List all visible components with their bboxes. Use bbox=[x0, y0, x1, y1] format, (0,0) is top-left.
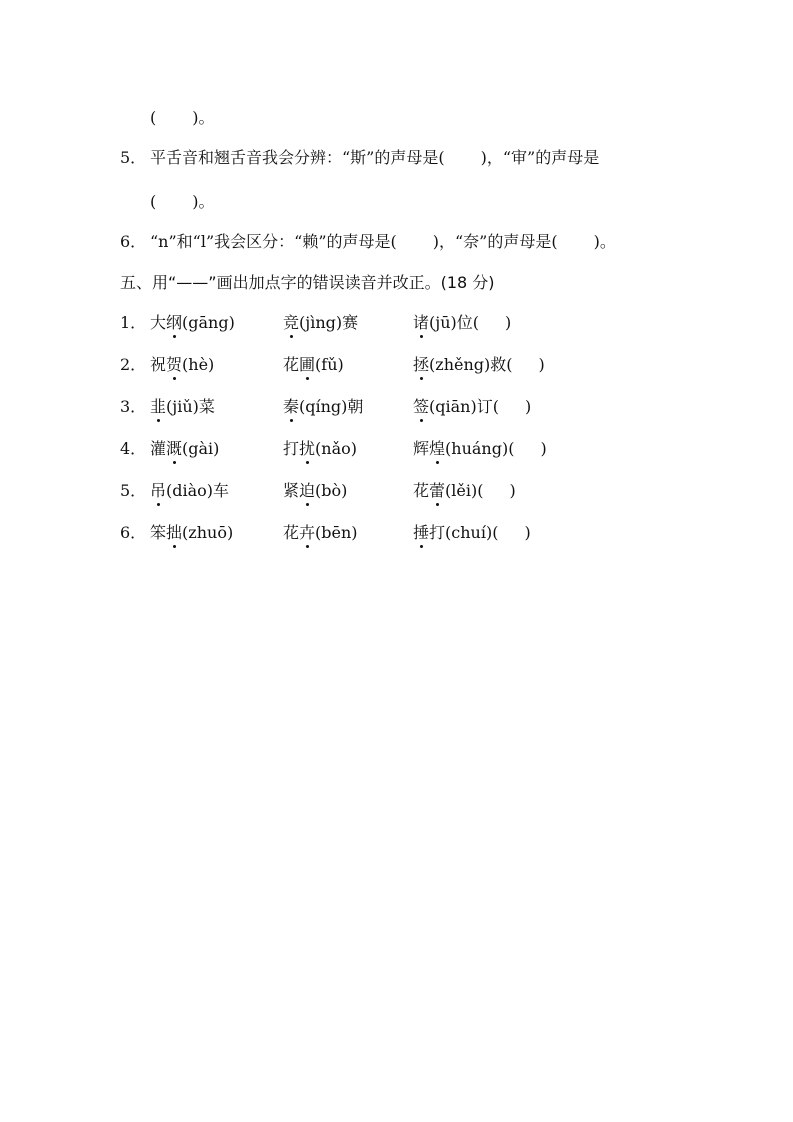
word-item-1 bbox=[150, 439, 219, 459]
word-pinyin[interactable]: (zhuō) bbox=[182, 523, 234, 542]
dotted-character[interactable]: 捶 bbox=[413, 523, 430, 542]
word-pinyin[interactable]: (nǎo) bbox=[315, 439, 357, 458]
word-prefix: 大 bbox=[150, 313, 167, 332]
word-item-2 bbox=[283, 481, 347, 501]
question-5-text-b: )，“审”的声母是 bbox=[480, 148, 600, 167]
word-item-3 bbox=[413, 313, 511, 333]
dotted-character[interactable]: 蕾 bbox=[429, 481, 446, 500]
word-item-1 bbox=[150, 523, 233, 543]
word-prefix: 辉 bbox=[413, 439, 430, 458]
word-item-2 bbox=[283, 397, 363, 417]
word-pinyin[interactable]: (hè) bbox=[182, 355, 215, 374]
word-pinyin[interactable]: (diào)车 bbox=[166, 481, 230, 500]
q5-close-paren: )。 bbox=[192, 192, 215, 211]
word-item-1 bbox=[150, 397, 215, 417]
dotted-character[interactable]: 竞 bbox=[283, 313, 300, 332]
word-pinyin[interactable]: (jū)位( bbox=[429, 313, 480, 332]
word-item-3 bbox=[413, 481, 516, 501]
word-pinyin[interactable]: (gāng) bbox=[182, 313, 235, 332]
q5-open-paren: ( bbox=[150, 192, 157, 211]
dotted-character[interactable]: 吊 bbox=[150, 481, 167, 500]
question-number: 5． bbox=[120, 148, 147, 167]
dotted-character[interactable]: 贺 bbox=[166, 355, 183, 374]
word-item-2 bbox=[283, 523, 358, 543]
word-item-2 bbox=[283, 355, 344, 375]
dotted-character[interactable]: 溉 bbox=[166, 439, 183, 458]
close-paren: ) bbox=[538, 355, 545, 374]
q4-close-paren: )。 bbox=[192, 108, 215, 127]
question-5 bbox=[120, 148, 599, 168]
word-prefix: 紧 bbox=[283, 481, 300, 500]
dotted-character[interactable]: 煌 bbox=[429, 439, 446, 458]
word-pinyin[interactable]: (jiǔ)菜 bbox=[166, 397, 215, 416]
word-item-3 bbox=[413, 397, 531, 417]
word-item-2 bbox=[283, 439, 357, 459]
word-pinyin[interactable]: (fǔ) bbox=[315, 355, 344, 374]
word-pinyin[interactable]: (zhěng)救( bbox=[429, 355, 513, 374]
dotted-character[interactable]: 诸 bbox=[413, 313, 430, 332]
word-pinyin[interactable]: (qiān)订( bbox=[429, 397, 499, 416]
word-pinyin[interactable]: (lěi)( bbox=[445, 481, 484, 500]
q4-answer-blank-line bbox=[150, 108, 215, 128]
question-6-text-b: )，“奈”的声母是( bbox=[432, 232, 558, 251]
dotted-character[interactable]: 迫 bbox=[299, 481, 316, 500]
word-item-2 bbox=[283, 313, 358, 333]
word-item-3 bbox=[413, 523, 531, 543]
word-prefix: 花 bbox=[283, 523, 300, 542]
word-prefix: 花 bbox=[283, 355, 300, 374]
word-pinyin[interactable]: (qíng)朝 bbox=[299, 397, 364, 416]
question-6 bbox=[120, 232, 616, 252]
q4-open-paren: ( bbox=[150, 108, 157, 127]
word-prefix: 打 bbox=[283, 439, 300, 458]
dotted-character[interactable]: 签 bbox=[413, 397, 430, 416]
close-paren: ) bbox=[524, 523, 531, 542]
word-pinyin[interactable]: (huáng)( bbox=[445, 439, 515, 458]
word-item-1 bbox=[150, 355, 214, 375]
word-pinyin[interactable]: (jìng)赛 bbox=[299, 313, 359, 332]
word-item-1 bbox=[150, 481, 229, 501]
word-pinyin[interactable]: (bēn) bbox=[315, 523, 358, 542]
row-number: 6． bbox=[120, 523, 147, 542]
close-paren: ) bbox=[509, 481, 516, 500]
close-paren: ) bbox=[540, 439, 547, 458]
section-5-title: 五、用“——”画出加点字的错误读音并改正。(18 分) bbox=[120, 273, 495, 292]
word-pinyin[interactable]: (bò) bbox=[315, 481, 348, 500]
word-item-1 bbox=[150, 313, 235, 333]
word-item-3 bbox=[413, 355, 545, 375]
word-prefix: 灌 bbox=[150, 439, 167, 458]
dotted-character[interactable]: 圃 bbox=[299, 355, 316, 374]
close-paren: ) bbox=[524, 397, 532, 416]
row-number: 5． bbox=[120, 481, 147, 500]
dotted-character[interactable]: 秦 bbox=[283, 397, 300, 416]
word-prefix: 祝 bbox=[150, 355, 167, 374]
close-paren: ) bbox=[505, 313, 512, 332]
row-number: 3． bbox=[120, 397, 147, 416]
word-prefix: 花 bbox=[413, 481, 430, 500]
question-5-text-a: 平舌音和翘舌音我会分辨：“斯”的声母是( bbox=[150, 148, 445, 167]
dotted-character[interactable]: 纲 bbox=[166, 313, 183, 332]
word-pinyin[interactable]: 打(chuí)( bbox=[429, 523, 499, 542]
word-pinyin[interactable]: (gài) bbox=[182, 439, 220, 458]
word-prefix: 笨 bbox=[150, 523, 167, 542]
word-item-3 bbox=[413, 439, 547, 459]
row-number: 4． bbox=[120, 439, 147, 458]
dotted-character[interactable]: 扰 bbox=[299, 439, 316, 458]
dotted-character[interactable]: 卉 bbox=[299, 523, 316, 542]
dotted-character[interactable]: 韭 bbox=[150, 397, 167, 416]
row-number: 1． bbox=[120, 313, 147, 332]
row-number: 2． bbox=[120, 355, 147, 374]
dotted-character[interactable]: 拯 bbox=[413, 355, 430, 374]
question-5-continuation bbox=[150, 192, 215, 212]
question-6-text-a: “n”和“l”我会区分：“赖”的声母是( bbox=[150, 232, 397, 251]
question-6-text-c: )。 bbox=[593, 232, 616, 251]
dotted-character[interactable]: 拙 bbox=[166, 523, 183, 542]
question-number: 6． bbox=[120, 232, 147, 251]
